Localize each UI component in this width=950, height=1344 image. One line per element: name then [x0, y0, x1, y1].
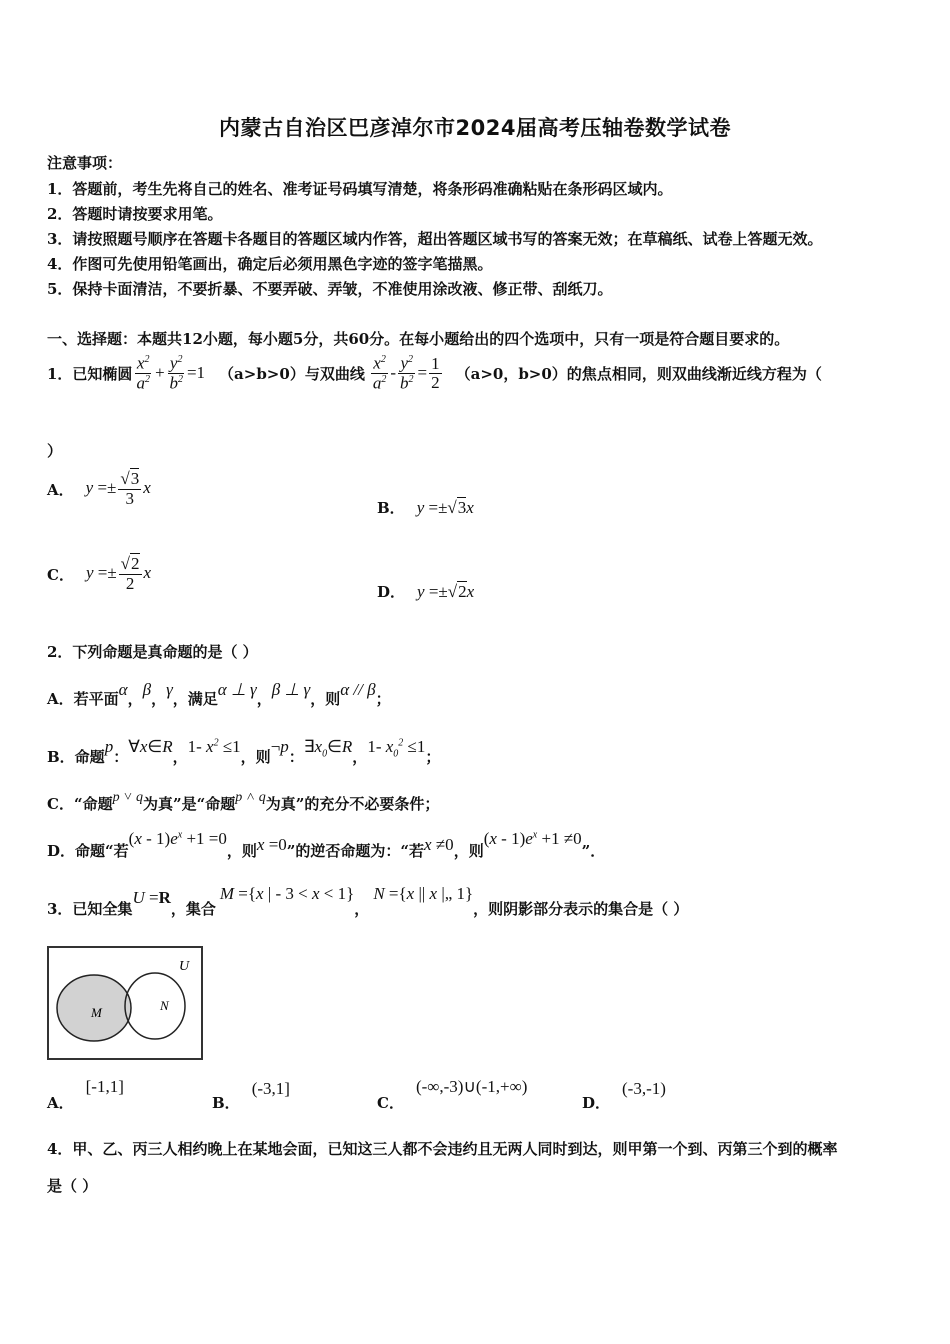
q1-prefix: 1．已知椭圆	[47, 365, 133, 384]
q3-option-c: C． (-∞,-3)∪(-1,+∞)	[377, 1077, 528, 1112]
q1-condition-1: （a>b>0）与双曲线	[219, 365, 365, 384]
q1-option-c: C． y =± $\frac{√2}{2}$ x	[47, 554, 152, 593]
q2-option-a: A．若平面 α ， β ， γ ，满足 α ⊥ γ ， β ⊥ γ ，则 α // β ；	[47, 680, 391, 708]
q3-option-a: A． [-1,1]	[47, 1077, 124, 1112]
notice-heading: 注意事项：	[47, 154, 123, 172]
venn-diagram	[47, 946, 203, 1060]
set-n-label: N	[160, 998, 169, 1013]
question-4-stem-cont: 是（ ）	[47, 1177, 98, 1195]
notice-item: 5．保持卡面清洁，不要折暴、不要弄破、弄皱，不准使用涂改液、修正带、刮纸刀。	[47, 280, 613, 298]
notice-item: 1．答题前，考生先将自己的姓名、准考证号码填写清楚，将条形码准确粘贴在条形码区域内。	[47, 180, 673, 198]
notice-item: 4．作图可先使用铅笔画出，确定后必须用黑色字迹的签字笔描黑。	[47, 255, 493, 273]
q3-option-b: B． (-3,1]	[212, 1079, 290, 1112]
q1-option-a: A． y =± $\frac{√3}{3}$ x	[47, 469, 151, 508]
q1-condition-2: （a>0，b>0）的焦点相同，则双曲线渐近线方程为（	[455, 365, 822, 384]
notice-item: 2．答题时请按要求用笔。	[47, 205, 223, 223]
question-1-stem	[47, 354, 822, 394]
page-title: 内蒙古自治区巴彦淖尔市2024届高考压轴卷数学试卷	[219, 116, 731, 140]
notice-item: 3．请按照题号顺序在答题卡各题目的答题区域内作答，超出答题区域书写的答案无效；在草稿纸、试卷上答题无效。	[47, 230, 823, 248]
q2-option-d: D．命题“若 $(x - 1)e^x +1 =0$ ，则 x =0 ”的逆否命题为：“若 x ≠0 ，则 $(x - 1)e^x +1 \ne 0$ ”．	[47, 829, 606, 860]
question-2-stem: 2．下列命题是真命题的是（ ）	[47, 643, 258, 661]
hyperbola-equation: $\frac{x^2}{a^2}$ - $\frac{y^2}{b^2}$ = $\frac{1}{2}$	[372, 353, 440, 393]
ellipse-equation: $\frac{x^2}{a^2}$ + $\frac{y^2}{b^2}$ =1	[136, 353, 206, 393]
section-heading: 一、选择题：本题共12小题，每小题5分，共60分。在每小题给出的四个选项中，只有一项是符合题目要求的。	[47, 330, 790, 348]
set-m-label: M	[91, 1005, 102, 1020]
set-n-ellipse	[125, 973, 185, 1039]
question-3-stem: 3．已知全集 U =R ，集合 M ={x | - 3 < x < 1} ， N ={x || x |„ 1} ，则阴影部分表示的集合是（ ）	[47, 884, 689, 918]
q1-close-paren: ）	[47, 442, 63, 460]
universal-set-label: U	[179, 959, 190, 974]
q1-option-d: D． y =±√2x	[377, 581, 475, 601]
question-4-stem: 4．甲、乙、丙三人相约晚上在某地会面，已知这三人都不会违约且无两人同时到达，则甲第一个到、丙第三个到的概率	[47, 1140, 838, 1158]
q2-option-b: B．命题 p ： ∀x∈R ， 1- $x^2 \le 1$ ，则 ¬p ： $\exists x_0\in R$ ， 1- $x_0^2 \le 1$ ；	[47, 737, 441, 766]
q3-option-d: D． (-3,-1)	[582, 1079, 666, 1112]
q2-option-c: C．“命题 p ˅ q 为真”是“命题 p ˄ q 为真”的充分不必要条件；	[47, 790, 440, 813]
q1-option-b: B． y =±√3x	[377, 497, 474, 517]
